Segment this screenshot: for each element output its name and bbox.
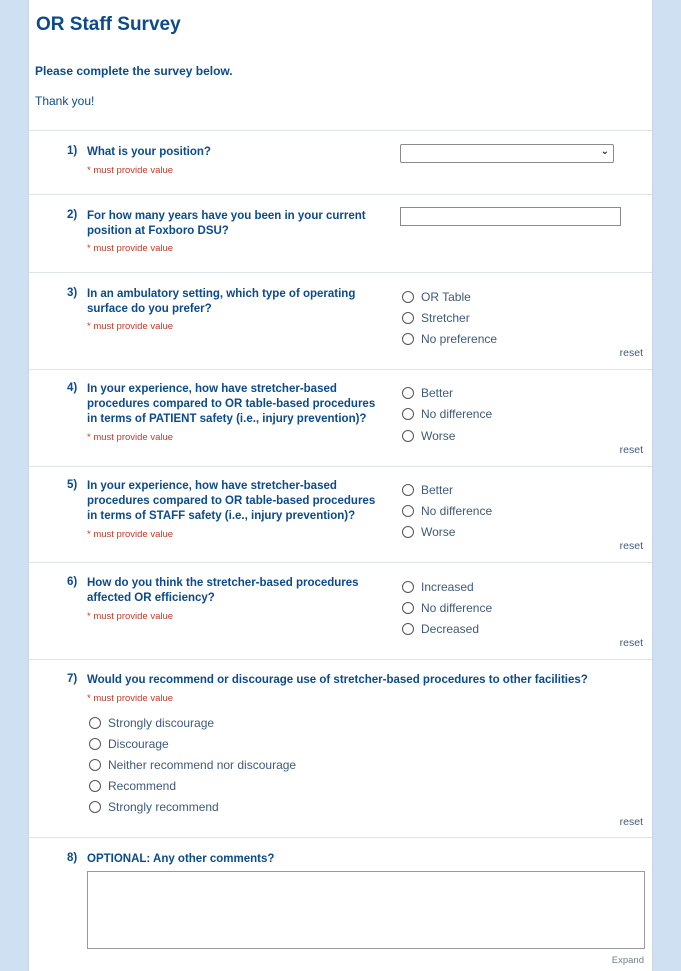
question-text: In your experience, how have stretcher-based procedures compared to OR table-based procedures in terms of STAFF safety (i.e., injury prevention)? bbox=[87, 480, 376, 522]
required-note: * must provide value bbox=[87, 321, 174, 332]
survey-instructions: Please complete the survey below. bbox=[35, 64, 233, 78]
option-label: Discourage bbox=[108, 737, 169, 751]
radio-button[interactable] bbox=[402, 581, 414, 593]
option-label: OR Table bbox=[421, 290, 471, 304]
option-label: Increased bbox=[421, 580, 474, 594]
option-label: Strongly discourage bbox=[108, 716, 215, 730]
question-text: What is your position? bbox=[87, 146, 211, 158]
radio-option[interactable] bbox=[402, 503, 492, 519]
radio-button[interactable] bbox=[402, 291, 414, 303]
radio-option[interactable] bbox=[402, 428, 455, 444]
option-label: Recommend bbox=[108, 779, 177, 793]
years-input[interactable] bbox=[400, 207, 621, 226]
radio-option[interactable] bbox=[402, 579, 474, 595]
radio-option[interactable] bbox=[89, 715, 214, 731]
question-1 bbox=[29, 130, 653, 194]
option-label: Better bbox=[421, 483, 454, 497]
question-number: 4) bbox=[67, 382, 78, 394]
option-label: Stretcher bbox=[421, 311, 470, 325]
radio-button[interactable] bbox=[402, 602, 414, 614]
radio-button[interactable] bbox=[402, 408, 414, 420]
option-label: Decreased bbox=[421, 622, 480, 636]
radio-option[interactable] bbox=[402, 482, 453, 498]
question-2 bbox=[29, 194, 653, 272]
radio-button[interactable] bbox=[89, 801, 101, 813]
question-text: OPTIONAL: Any other comments? bbox=[87, 853, 275, 865]
option-label: Worse bbox=[421, 525, 456, 539]
radio-button[interactable] bbox=[89, 717, 101, 729]
comments-textarea[interactable] bbox=[87, 871, 645, 949]
reset-link[interactable]: reset bbox=[619, 444, 643, 456]
option-label: Neither recommend nor discourage bbox=[108, 758, 297, 772]
question-text: In an ambulatory setting, which type of operating surface do you prefer? bbox=[87, 288, 356, 315]
option-label: No difference bbox=[421, 601, 493, 615]
chevron-down-icon: ⌄ bbox=[600, 146, 609, 157]
radio-option[interactable] bbox=[402, 385, 453, 401]
radio-button[interactable] bbox=[402, 484, 414, 496]
survey-page bbox=[28, 0, 653, 971]
option-label: No difference bbox=[421, 407, 493, 421]
question-8 bbox=[29, 837, 653, 971]
question-number: 2) bbox=[67, 209, 78, 221]
question-text: Would you recommend or discourage use of stretcher-based procedures to other facilities? bbox=[87, 674, 588, 686]
radio-button[interactable] bbox=[89, 780, 101, 792]
radio-button[interactable] bbox=[402, 505, 414, 517]
option-label: Strongly recommend bbox=[108, 800, 219, 814]
option-label: Better bbox=[421, 386, 454, 400]
radio-option[interactable] bbox=[402, 289, 471, 305]
page-title: OR Staff Survey bbox=[36, 14, 181, 35]
required-note: * must provide value bbox=[87, 432, 174, 443]
option-label: No difference bbox=[421, 504, 493, 518]
radio-button[interactable] bbox=[89, 759, 101, 771]
expand-link[interactable]: Expand bbox=[611, 955, 644, 966]
radio-button[interactable] bbox=[402, 430, 414, 442]
radio-option[interactable] bbox=[402, 331, 497, 347]
question-number: 1) bbox=[67, 145, 78, 157]
required-note: * must provide value bbox=[87, 611, 174, 622]
radio-option[interactable] bbox=[402, 600, 492, 616]
radio-option[interactable] bbox=[402, 310, 470, 326]
question-5 bbox=[29, 466, 653, 562]
required-note: * must provide value bbox=[87, 693, 174, 704]
question-number: 7) bbox=[67, 673, 78, 685]
required-note: * must provide value bbox=[87, 165, 174, 176]
radio-button[interactable] bbox=[402, 333, 414, 345]
question-7 bbox=[29, 659, 653, 837]
question-6 bbox=[29, 562, 653, 659]
position-select[interactable] bbox=[400, 144, 614, 163]
radio-option[interactable] bbox=[89, 799, 219, 815]
thank-you-text: Thank you! bbox=[35, 94, 95, 108]
option-label: No preference bbox=[421, 332, 498, 346]
question-number: 5) bbox=[67, 479, 78, 491]
question-text: For how many years have you been in your current position at Foxboro DSU? bbox=[87, 210, 366, 237]
radio-option[interactable] bbox=[402, 524, 455, 540]
reset-link[interactable]: reset bbox=[619, 540, 643, 552]
required-note: * must provide value bbox=[87, 529, 174, 540]
reset-link[interactable]: reset bbox=[619, 816, 643, 828]
radio-option[interactable] bbox=[89, 757, 296, 773]
radio-button[interactable] bbox=[402, 312, 414, 324]
radio-option[interactable] bbox=[402, 621, 479, 637]
question-text: In your experience, how have stretcher-based procedures compared to OR table-based procedures in terms of PATIENT safety (i.e., injury prevention)? bbox=[87, 383, 376, 425]
radio-option[interactable] bbox=[402, 406, 492, 422]
survey-header bbox=[29, 0, 653, 130]
radio-button[interactable] bbox=[89, 738, 101, 750]
radio-button[interactable] bbox=[402, 526, 414, 538]
question-3 bbox=[29, 272, 653, 369]
question-number: 6) bbox=[67, 576, 78, 588]
reset-link[interactable]: reset bbox=[619, 637, 643, 649]
radio-button[interactable] bbox=[402, 387, 414, 399]
reset-link[interactable]: reset bbox=[619, 347, 643, 359]
question-text: How do you think the stretcher-based procedures affected OR efficiency? bbox=[87, 577, 359, 604]
radio-option[interactable] bbox=[89, 736, 169, 752]
question-number: 8) bbox=[67, 852, 78, 864]
question-number: 3) bbox=[67, 287, 78, 299]
required-note: * must provide value bbox=[87, 243, 174, 254]
question-4 bbox=[29, 369, 653, 466]
option-label: Worse bbox=[421, 429, 456, 443]
radio-button[interactable] bbox=[402, 623, 414, 635]
radio-option[interactable] bbox=[89, 778, 176, 794]
